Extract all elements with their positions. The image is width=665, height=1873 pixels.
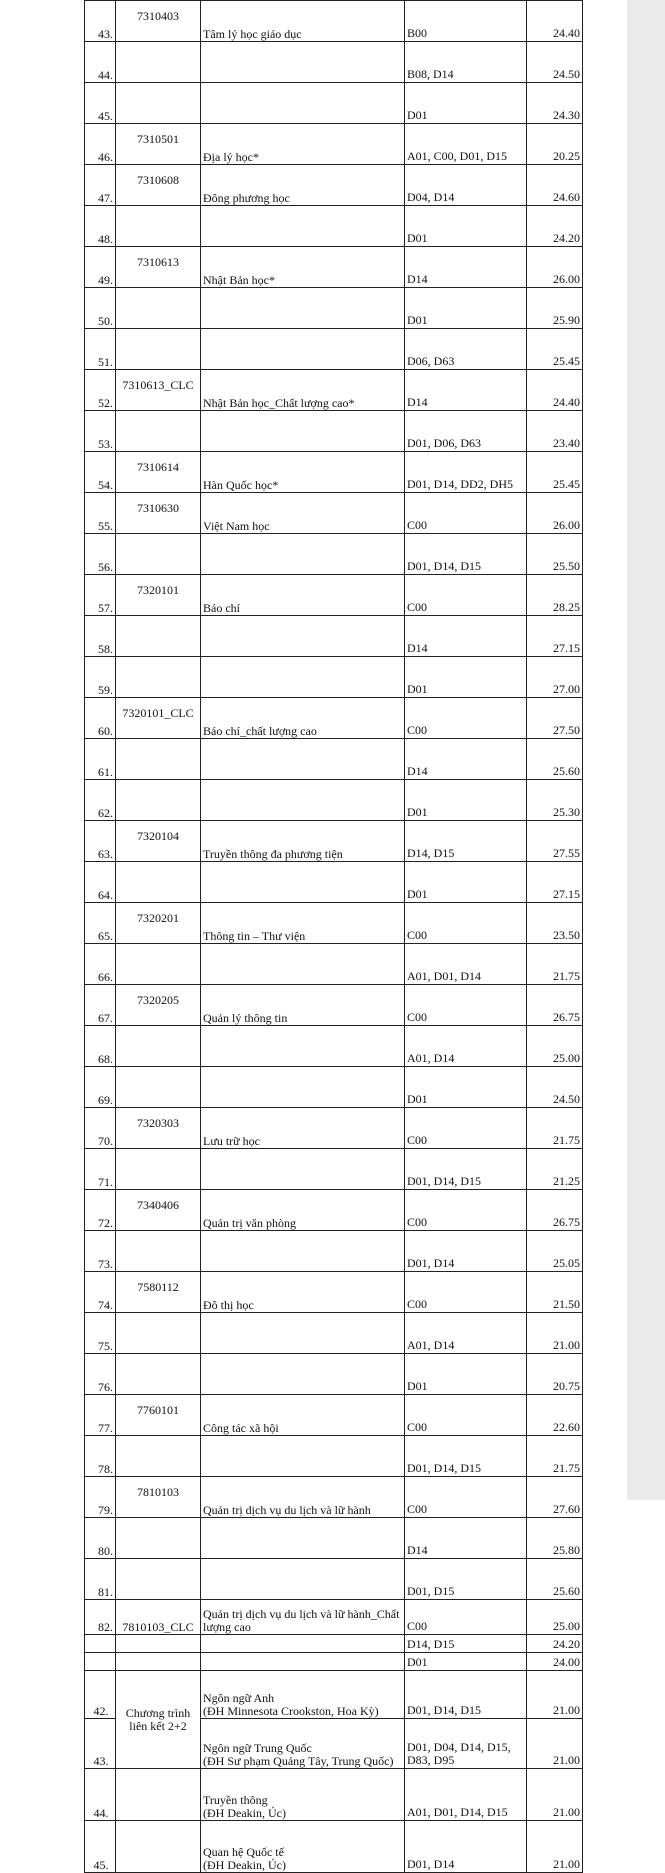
row-number: 50.: [85, 288, 116, 329]
subject-combination: D01: [405, 83, 527, 124]
subject-combination: C00: [405, 493, 527, 534]
major-code: [116, 83, 201, 124]
major-name: Tâm lý học giáo dục: [201, 1, 405, 42]
row-number: 65.: [85, 903, 116, 944]
major-name: [201, 1026, 405, 1067]
major-name: [201, 862, 405, 903]
row-number: 42.: [85, 1671, 116, 1719]
cutoff-score: 25.60: [527, 739, 583, 780]
table-row: [85, 862, 583, 903]
table-row: [85, 1354, 583, 1395]
subject-combination: D01: [405, 206, 527, 247]
major-name: [201, 1231, 405, 1272]
row-number: 67.: [85, 985, 116, 1026]
row-number: 70.: [85, 1108, 116, 1149]
subject-combination: D01, D14: [405, 1231, 527, 1272]
row-number: 82.: [85, 1600, 116, 1635]
table-row: [85, 493, 583, 534]
cutoff-score: 25.45: [527, 452, 583, 493]
table-row: [85, 1190, 583, 1231]
subject-combination: D01, D04, D14, D15, D83, D95: [405, 1719, 527, 1769]
cutoff-score: 24.20: [527, 206, 583, 247]
major-name: Việt Nam học: [201, 493, 405, 534]
major-name-line: Quan hệ Quốc tế: [203, 1845, 284, 1859]
table-row: [85, 698, 583, 739]
subject-combination: D01: [405, 1653, 527, 1671]
cutoff-score: 24.50: [527, 42, 583, 83]
table-row: [85, 1026, 583, 1067]
table-row: [85, 1272, 583, 1313]
row-number: 73.: [85, 1231, 116, 1272]
subject-combination: C00: [405, 1600, 527, 1635]
row-number: 45.: [85, 83, 116, 124]
subject-combination: C00: [405, 575, 527, 616]
table-row: [85, 575, 583, 616]
cutoff-score: 21.75: [527, 1108, 583, 1149]
table-row: [85, 247, 583, 288]
major-code: [116, 288, 201, 329]
table-row: [85, 534, 583, 575]
table-row: [85, 1067, 583, 1108]
row-number: 51.: [85, 329, 116, 370]
row-number: 76.: [85, 1354, 116, 1395]
major-name: [201, 1354, 405, 1395]
table-row: [85, 1, 583, 42]
cutoff-score: 27.15: [527, 862, 583, 903]
row-number: 61.: [85, 739, 116, 780]
major-name: Quản trị dịch vụ du lịch và lữ hành: [201, 1477, 405, 1518]
row-number: 54.: [85, 452, 116, 493]
major-code: [116, 411, 201, 452]
major-name: [201, 1719, 405, 1769]
major-code: [116, 944, 201, 985]
cutoff-score: 25.60: [527, 1559, 583, 1600]
cutoff-score: 21.00: [527, 1821, 583, 1873]
table-row: [85, 780, 583, 821]
major-code: [116, 780, 201, 821]
row-number: 58.: [85, 616, 116, 657]
subject-combination: C00: [405, 698, 527, 739]
major-code: 7310613: [116, 247, 201, 288]
cutoff-score: 27.55: [527, 821, 583, 862]
major-code: [116, 1026, 201, 1067]
subject-combination: A01, D01, D14, D15: [405, 1769, 527, 1821]
major-name: Địa lý học*: [201, 124, 405, 165]
cutoff-score: 21.75: [527, 1436, 583, 1477]
major-code: [116, 1313, 201, 1354]
major-name: [201, 1821, 405, 1873]
major-code: 7320104: [116, 821, 201, 862]
major-name: Truyền thông đa phương tiện: [201, 821, 405, 862]
table-row: [85, 206, 583, 247]
row-number: 44.: [85, 42, 116, 83]
major-name: Báo chí_chất lượng cao: [201, 698, 405, 739]
major-code: 7810103_CLC: [116, 1600, 201, 1635]
major-code: [116, 1149, 201, 1190]
major-name: [201, 1067, 405, 1108]
major-name: [201, 1518, 405, 1559]
table-row: [85, 739, 583, 780]
subject-combination: D04, D14: [405, 165, 527, 206]
subject-combination: D01: [405, 780, 527, 821]
major-name: [201, 329, 405, 370]
row-number: 56.: [85, 534, 116, 575]
major-code: 7320101_CLC: [116, 698, 201, 739]
row-number: 64.: [85, 862, 116, 903]
table-row: [85, 1600, 583, 1635]
major-code: 7310501: [116, 124, 201, 165]
major-code: 7310614: [116, 452, 201, 493]
major-name: [201, 83, 405, 124]
major-name-line: Truyền thông: [203, 1793, 268, 1807]
program-type: Chương trình liên kết 2+2: [116, 1671, 201, 1769]
row-number: 80.: [85, 1518, 116, 1559]
cutoff-score: 20.25: [527, 124, 583, 165]
subject-combination: D01: [405, 657, 527, 698]
subject-combination: D14, D15: [405, 821, 527, 862]
cutoff-score: 26.75: [527, 985, 583, 1026]
table-row: [85, 329, 583, 370]
cutoff-score: 21.00: [527, 1719, 583, 1769]
major-name: [201, 1313, 405, 1354]
subject-combination: D01, D14, D15: [405, 1436, 527, 1477]
program-row: [85, 1671, 583, 1719]
major-code: [116, 616, 201, 657]
cutoff-score: 21.25: [527, 1149, 583, 1190]
cutoff-score: 26.00: [527, 247, 583, 288]
cutoff-score: 25.80: [527, 1518, 583, 1559]
table-row: [85, 1149, 583, 1190]
subject-combination: D14: [405, 370, 527, 411]
major-name: [201, 944, 405, 985]
major-name: Đông phương học: [201, 165, 405, 206]
major-code: [116, 739, 201, 780]
major-code: 7320303: [116, 1108, 201, 1149]
row-number: 55.: [85, 493, 116, 534]
table-row: [85, 83, 583, 124]
major-code: 7340406: [116, 1190, 201, 1231]
major-name: Quản trị văn phòng: [201, 1190, 405, 1231]
row-number: 44.: [85, 1769, 116, 1821]
major-name: Đô thị học: [201, 1272, 405, 1313]
major-code: [116, 534, 201, 575]
subject-combination: D01, D14, D15: [405, 1671, 527, 1719]
row-number: 46.: [85, 124, 116, 165]
major-code: [116, 42, 201, 83]
cutoff-score: 25.90: [527, 288, 583, 329]
major-code: 7320101: [116, 575, 201, 616]
major-name: [201, 616, 405, 657]
row-number: 52.: [85, 370, 116, 411]
subject-combination: D01, D14: [405, 1821, 527, 1873]
major-name: [201, 411, 405, 452]
major-name: [201, 206, 405, 247]
table-row: [85, 1436, 583, 1477]
subject-combination: B08, D14: [405, 42, 527, 83]
cutoff-score: 28.25: [527, 575, 583, 616]
row-number: 60.: [85, 698, 116, 739]
table-row: [85, 657, 583, 698]
row-number: 49.: [85, 247, 116, 288]
major-code: [116, 1518, 201, 1559]
major-name: [201, 1436, 405, 1477]
table-row: [85, 1635, 583, 1653]
major-code: 7310613_CLC: [116, 370, 201, 411]
cutoff-score: 24.20: [527, 1635, 583, 1653]
row-number: 68.: [85, 1026, 116, 1067]
cutoff-score: 24.60: [527, 165, 583, 206]
cutoff-score: 20.75: [527, 1354, 583, 1395]
table-row: [85, 42, 583, 83]
subject-combination: D14, D15: [405, 1635, 527, 1653]
row-number: 59.: [85, 657, 116, 698]
major-code: [116, 329, 201, 370]
major-code: 7580112: [116, 1272, 201, 1313]
table-row: [85, 616, 583, 657]
subject-combination: D01: [405, 1354, 527, 1395]
subject-combination: D14: [405, 616, 527, 657]
admission-score-table: [84, 0, 583, 1873]
cutoff-score: 25.45: [527, 329, 583, 370]
row-number: 48.: [85, 206, 116, 247]
subject-combination: C00: [405, 1477, 527, 1518]
table-row: [85, 1477, 583, 1518]
row-number: 47.: [85, 165, 116, 206]
major-code: [116, 1067, 201, 1108]
row-number: 81.: [85, 1559, 116, 1600]
subject-combination: D06, D63: [405, 329, 527, 370]
row-number: 71.: [85, 1149, 116, 1190]
row-number: 57.: [85, 575, 116, 616]
major-name: [201, 1559, 405, 1600]
cutoff-score: 23.50: [527, 903, 583, 944]
major-code: [116, 862, 201, 903]
cutoff-score: 22.60: [527, 1395, 583, 1436]
major-name: [201, 1671, 405, 1719]
table-row: [85, 1231, 583, 1272]
row-number: 63.: [85, 821, 116, 862]
cutoff-score: 27.60: [527, 1477, 583, 1518]
major-name-line: Ngôn ngữ Trung Quốc: [203, 1741, 312, 1755]
cutoff-score: 23.40: [527, 411, 583, 452]
row-number: 78.: [85, 1436, 116, 1477]
viewer-side-panel: [627, 0, 665, 1500]
major-name: [201, 1769, 405, 1821]
table-row: [85, 124, 583, 165]
major-code: 7310630: [116, 493, 201, 534]
subject-combination: C00: [405, 1108, 527, 1149]
subject-combination: C00: [405, 1395, 527, 1436]
major-name: [201, 42, 405, 83]
cutoff-score: 27.15: [527, 616, 583, 657]
row-number: 75.: [85, 1313, 116, 1354]
table-row: [85, 165, 583, 206]
table-row: [85, 1313, 583, 1354]
subject-combination: D01: [405, 862, 527, 903]
major-name: Lưu trữ học: [201, 1108, 405, 1149]
major-code: [116, 206, 201, 247]
program-row: [85, 1821, 583, 1873]
cutoff-score: 24.00: [527, 1653, 583, 1671]
major-code: 7320201: [116, 903, 201, 944]
row-number: 43.: [85, 1, 116, 42]
partner-university: (ĐH Deakin, Úc): [203, 1858, 286, 1872]
major-code: 7310608: [116, 165, 201, 206]
partner-university: (ĐH Deakin, Úc): [203, 1806, 286, 1820]
subject-combination: C00: [405, 903, 527, 944]
subject-combination: D01, D14, D15: [405, 1149, 527, 1190]
cutoff-score: 27.00: [527, 657, 583, 698]
table-row: [85, 821, 583, 862]
row-number: 77.: [85, 1395, 116, 1436]
major-name: Quản trị dịch vụ du lịch và lữ hành_Chất lượng cao: [201, 1600, 405, 1635]
cutoff-score: 21.75: [527, 944, 583, 985]
row-number: 72.: [85, 1190, 116, 1231]
row-number: 45.: [85, 1821, 116, 1873]
subject-combination: C00: [405, 1190, 527, 1231]
cutoff-score: 26.75: [527, 1190, 583, 1231]
cutoff-score: 21.50: [527, 1272, 583, 1313]
cutoff-score: 25.30: [527, 780, 583, 821]
major-name: Hàn Quốc học*: [201, 452, 405, 493]
subject-combination: D14: [405, 739, 527, 780]
major-code: [116, 657, 201, 698]
cutoff-score: 24.50: [527, 1067, 583, 1108]
table-row: [85, 452, 583, 493]
subject-combination: A01, D01, D14: [405, 944, 527, 985]
major-name: Công tác xã hội: [201, 1395, 405, 1436]
row-number: 43.: [85, 1719, 116, 1769]
row-number: 62.: [85, 780, 116, 821]
table-row: [85, 944, 583, 985]
table-row: [85, 1395, 583, 1436]
cutoff-score: 24.30: [527, 83, 583, 124]
table-row: [85, 1518, 583, 1559]
subject-combination: C00: [405, 1272, 527, 1313]
table-row: [85, 1653, 583, 1671]
cutoff-score: 24.40: [527, 370, 583, 411]
cutoff-score: 25.00: [527, 1600, 583, 1635]
cutoff-score: 25.50: [527, 534, 583, 575]
partner-university: (ĐH Sư phạm Quảng Tây, Trung Quốc): [203, 1754, 394, 1768]
row-number: 53.: [85, 411, 116, 452]
subject-combination: A01, D14: [405, 1313, 527, 1354]
major-code: 7320205: [116, 985, 201, 1026]
major-code: [116, 1436, 201, 1477]
subject-combination: D01, D14, DD2, DH5: [405, 452, 527, 493]
table-row: [85, 1559, 583, 1600]
major-code: [116, 1354, 201, 1395]
row-number: 69.: [85, 1067, 116, 1108]
table-row: [85, 903, 583, 944]
major-name: [201, 1149, 405, 1190]
table-row: [85, 1108, 583, 1149]
subject-combination: D01, D06, D63: [405, 411, 527, 452]
subject-combination: D01: [405, 1067, 527, 1108]
major-code: 7310403: [116, 1, 201, 42]
major-name: Nhật Bản học_Chất lượng cao*: [201, 370, 405, 411]
row-number: 74.: [85, 1272, 116, 1313]
major-code: 7810103: [116, 1477, 201, 1518]
subject-combination: D14: [405, 247, 527, 288]
program-row: [85, 1769, 583, 1821]
row-number: 79.: [85, 1477, 116, 1518]
cutoff-score: 27.50: [527, 698, 583, 739]
major-name: Nhật Bản học*: [201, 247, 405, 288]
major-name: Quản lý thông tin: [201, 985, 405, 1026]
subject-combination: D14: [405, 1518, 527, 1559]
major-name: [201, 657, 405, 698]
row-number: 66.: [85, 944, 116, 985]
subject-combination: D01, D15: [405, 1559, 527, 1600]
major-name: Báo chí: [201, 575, 405, 616]
cutoff-score: 25.05: [527, 1231, 583, 1272]
cutoff-score: 21.00: [527, 1313, 583, 1354]
subject-combination: D01: [405, 288, 527, 329]
major-code: 7760101: [116, 1395, 201, 1436]
subject-combination: A01, D14: [405, 1026, 527, 1067]
table-row: [85, 370, 583, 411]
major-name: Thông tin – Thư viện: [201, 903, 405, 944]
subject-combination: C00: [405, 985, 527, 1026]
subject-combination: D01, D14, D15: [405, 534, 527, 575]
subject-combination: A01, C00, D01, D15: [405, 124, 527, 165]
table-row: [85, 288, 583, 329]
cutoff-score: 26.00: [527, 493, 583, 534]
table-row: [85, 985, 583, 1026]
cutoff-score: 25.00: [527, 1026, 583, 1067]
major-name: [201, 534, 405, 575]
major-name: [201, 739, 405, 780]
cutoff-score: 21.00: [527, 1671, 583, 1719]
cutoff-score: 24.40: [527, 1, 583, 42]
major-code: [116, 1559, 201, 1600]
subject-combination: B00: [405, 1, 527, 42]
major-name: [201, 288, 405, 329]
major-name-line: Ngôn ngữ Anh: [203, 1691, 275, 1705]
major-name: [201, 780, 405, 821]
partner-university: (ĐH Minnesota Crookston, Hoa Kỳ): [203, 1704, 379, 1718]
table-row: [85, 411, 583, 452]
major-code: [116, 1231, 201, 1272]
cutoff-score: 21.00: [527, 1769, 583, 1821]
